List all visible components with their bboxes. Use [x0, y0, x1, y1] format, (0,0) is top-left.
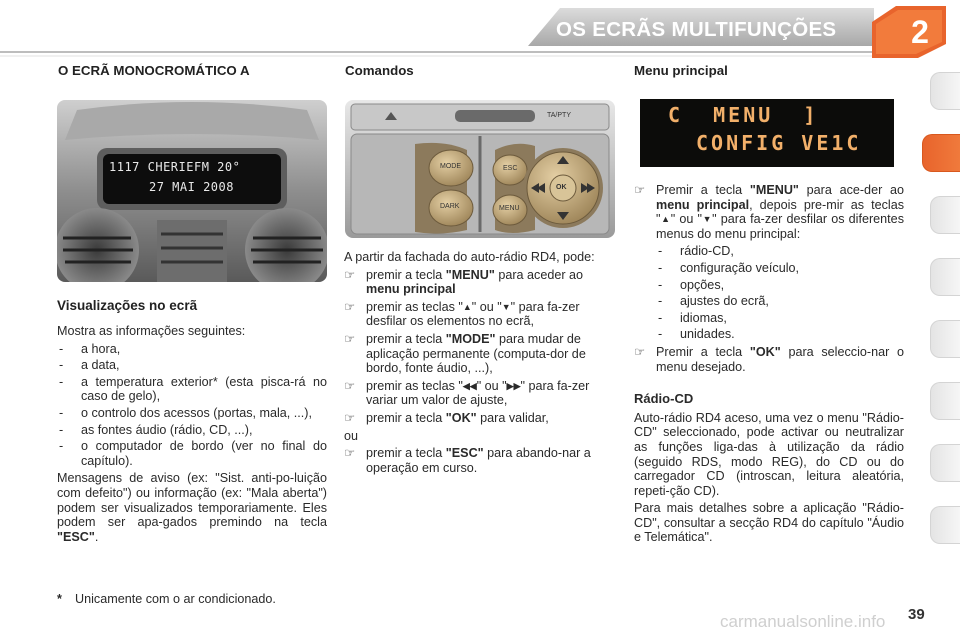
command-item: ☞ premir a tecla "OK" para validar,: [344, 410, 549, 425]
mode-button: MODE: [440, 163, 461, 170]
command-item: ☞ premir a tecla "MODE" para mudar de aplicação permanente (computa-dor de bordo, fonte áudio, ...),: [344, 331, 586, 376]
chapter-tab[interactable]: [930, 320, 960, 358]
lcd-line-2: CONFIG VE1C: [696, 131, 862, 155]
chapter-tab[interactable]: [930, 506, 960, 544]
menu-lcd-display: [640, 99, 894, 167]
submenu-item: - idiomas,: [658, 310, 727, 325]
or-text: ou: [344, 428, 359, 443]
ok-instruction: ☞ Premir a tecla "OK" para seleccio-nar o menu desejado.: [634, 344, 904, 374]
col1-body: [57, 324, 327, 544]
submenu-item: - unidades.: [658, 327, 735, 342]
chapter-tab[interactable]: [930, 444, 960, 482]
dark-button: DARK: [440, 203, 460, 210]
commands-intro: A partir da fachada do auto-rádio RD4, pode:: [344, 250, 595, 264]
radio-cd-paragraph: Auto-rádio RD4 aceso, uma vez o menu "Rádio-CD" seleccionado, pode activar ou neutralizar as funções liga-das à utilização da rádio (seguido RDS, modo REG), do CD ou do carregador CD (introscan, leitura aleatória, repeti-ção CD).: [634, 410, 904, 498]
list-item: - a temperatura exterior* (esta pisca-rá no caso de gelo),: [59, 374, 327, 404]
col2-body: [344, 250, 616, 475]
radio-cd-details-paragraph: Para mais detalhes sobre a aplicação "Rádio-CD", consultar a secção RD4 do capítulo "Áudio e Telemática".: [634, 501, 904, 545]
display-line-1: 1117 CHERIEFM 20°: [109, 160, 241, 174]
menu-button: MENU: [499, 205, 520, 212]
chapter-tab[interactable]: [930, 382, 960, 420]
ok-button: OK: [556, 184, 567, 191]
chapter-number: 2: [911, 14, 929, 50]
section-heading-comandos: Comandos: [345, 63, 414, 78]
submenu-item: - rádio-CD,: [658, 244, 734, 259]
submenu-item: - configuração veículo,: [658, 260, 800, 275]
list-item: - o controlo dos acessos (portas, mala, ...),: [59, 405, 312, 420]
list-item: - as fontes áudio (rádio, CD, ...),: [59, 422, 253, 437]
command-item: ☞ premir a tecla "ESC" para abando-nar a operação em curso.: [344, 446, 591, 475]
footnote: * Unicamente com o ar condicionado.: [57, 592, 276, 606]
col3-body: [634, 180, 904, 545]
radio-cd-heading: Rádio-CD: [634, 391, 694, 407]
esc-button: ESC: [503, 165, 518, 172]
command-item: ☞ premir as teclas "▲" ou "▼" para fa-zer desfilar os elementos no ecrã,: [344, 299, 580, 329]
list-item: - a data,: [59, 358, 120, 373]
warning-messages-paragraph: Mensagens de aviso (ex: "Sist. anti-po-luição com defeito") ou informação (ex: "Mala aberta") podem ser visualizados temporariamente. Eles podem ser apa-gados premindo na tecla "ESC".: [57, 471, 327, 544]
command-item: ☞ premir a tecla "MENU" para aceder ao menu principal: [344, 267, 584, 297]
lcd-line-1: C MENU ]: [668, 103, 819, 127]
chapter-tab[interactable]: [930, 72, 960, 110]
list-item: - o computador de bordo (ver no final do capítulo).: [59, 439, 327, 468]
section-heading-menu-principal: Menu principal: [634, 63, 728, 78]
monochrome-display-photo: [57, 100, 327, 282]
page-number: 39: [908, 606, 925, 623]
submenu-item: - opções,: [658, 277, 725, 292]
command-item: ☞ premir as teclas "◀◀" ou "▶▶" para fa-zer variar um valor de ajuste,: [344, 378, 590, 408]
list-item: - a hora,: [59, 341, 121, 356]
page-title: OS ECRÃS MULTIFUNÇÕES: [556, 18, 837, 41]
watermark: carmanualsonline.info: [720, 612, 886, 631]
display-line-2: 27 MAI 2008: [149, 180, 234, 194]
submenu-item: - ajustes do ecrã,: [658, 294, 769, 309]
menu-instruction: ☞ Premir a tecla "MENU" para ace-der ao menu principal, depois pre-mir as teclas "▲" ou "▼" para fa-zer desfilar os diferentes menus do menu principal:: [634, 183, 904, 241]
chapter-tab[interactable]: [930, 258, 960, 296]
ta-pty-button: TA/PTY: [547, 112, 571, 119]
submenu-list: [634, 244, 904, 342]
page-header: [0, 0, 960, 60]
chapter-tab[interactable]: [930, 196, 960, 234]
radio-controls-photo: [345, 100, 615, 238]
intro-text: Mostra as informações seguintes:: [57, 324, 246, 338]
section-heading-screen-a: O ECRÃ MONOCROMÁTICO A: [58, 63, 250, 78]
subheading-visualizacoes: Visualizações no ecrã: [57, 298, 198, 313]
